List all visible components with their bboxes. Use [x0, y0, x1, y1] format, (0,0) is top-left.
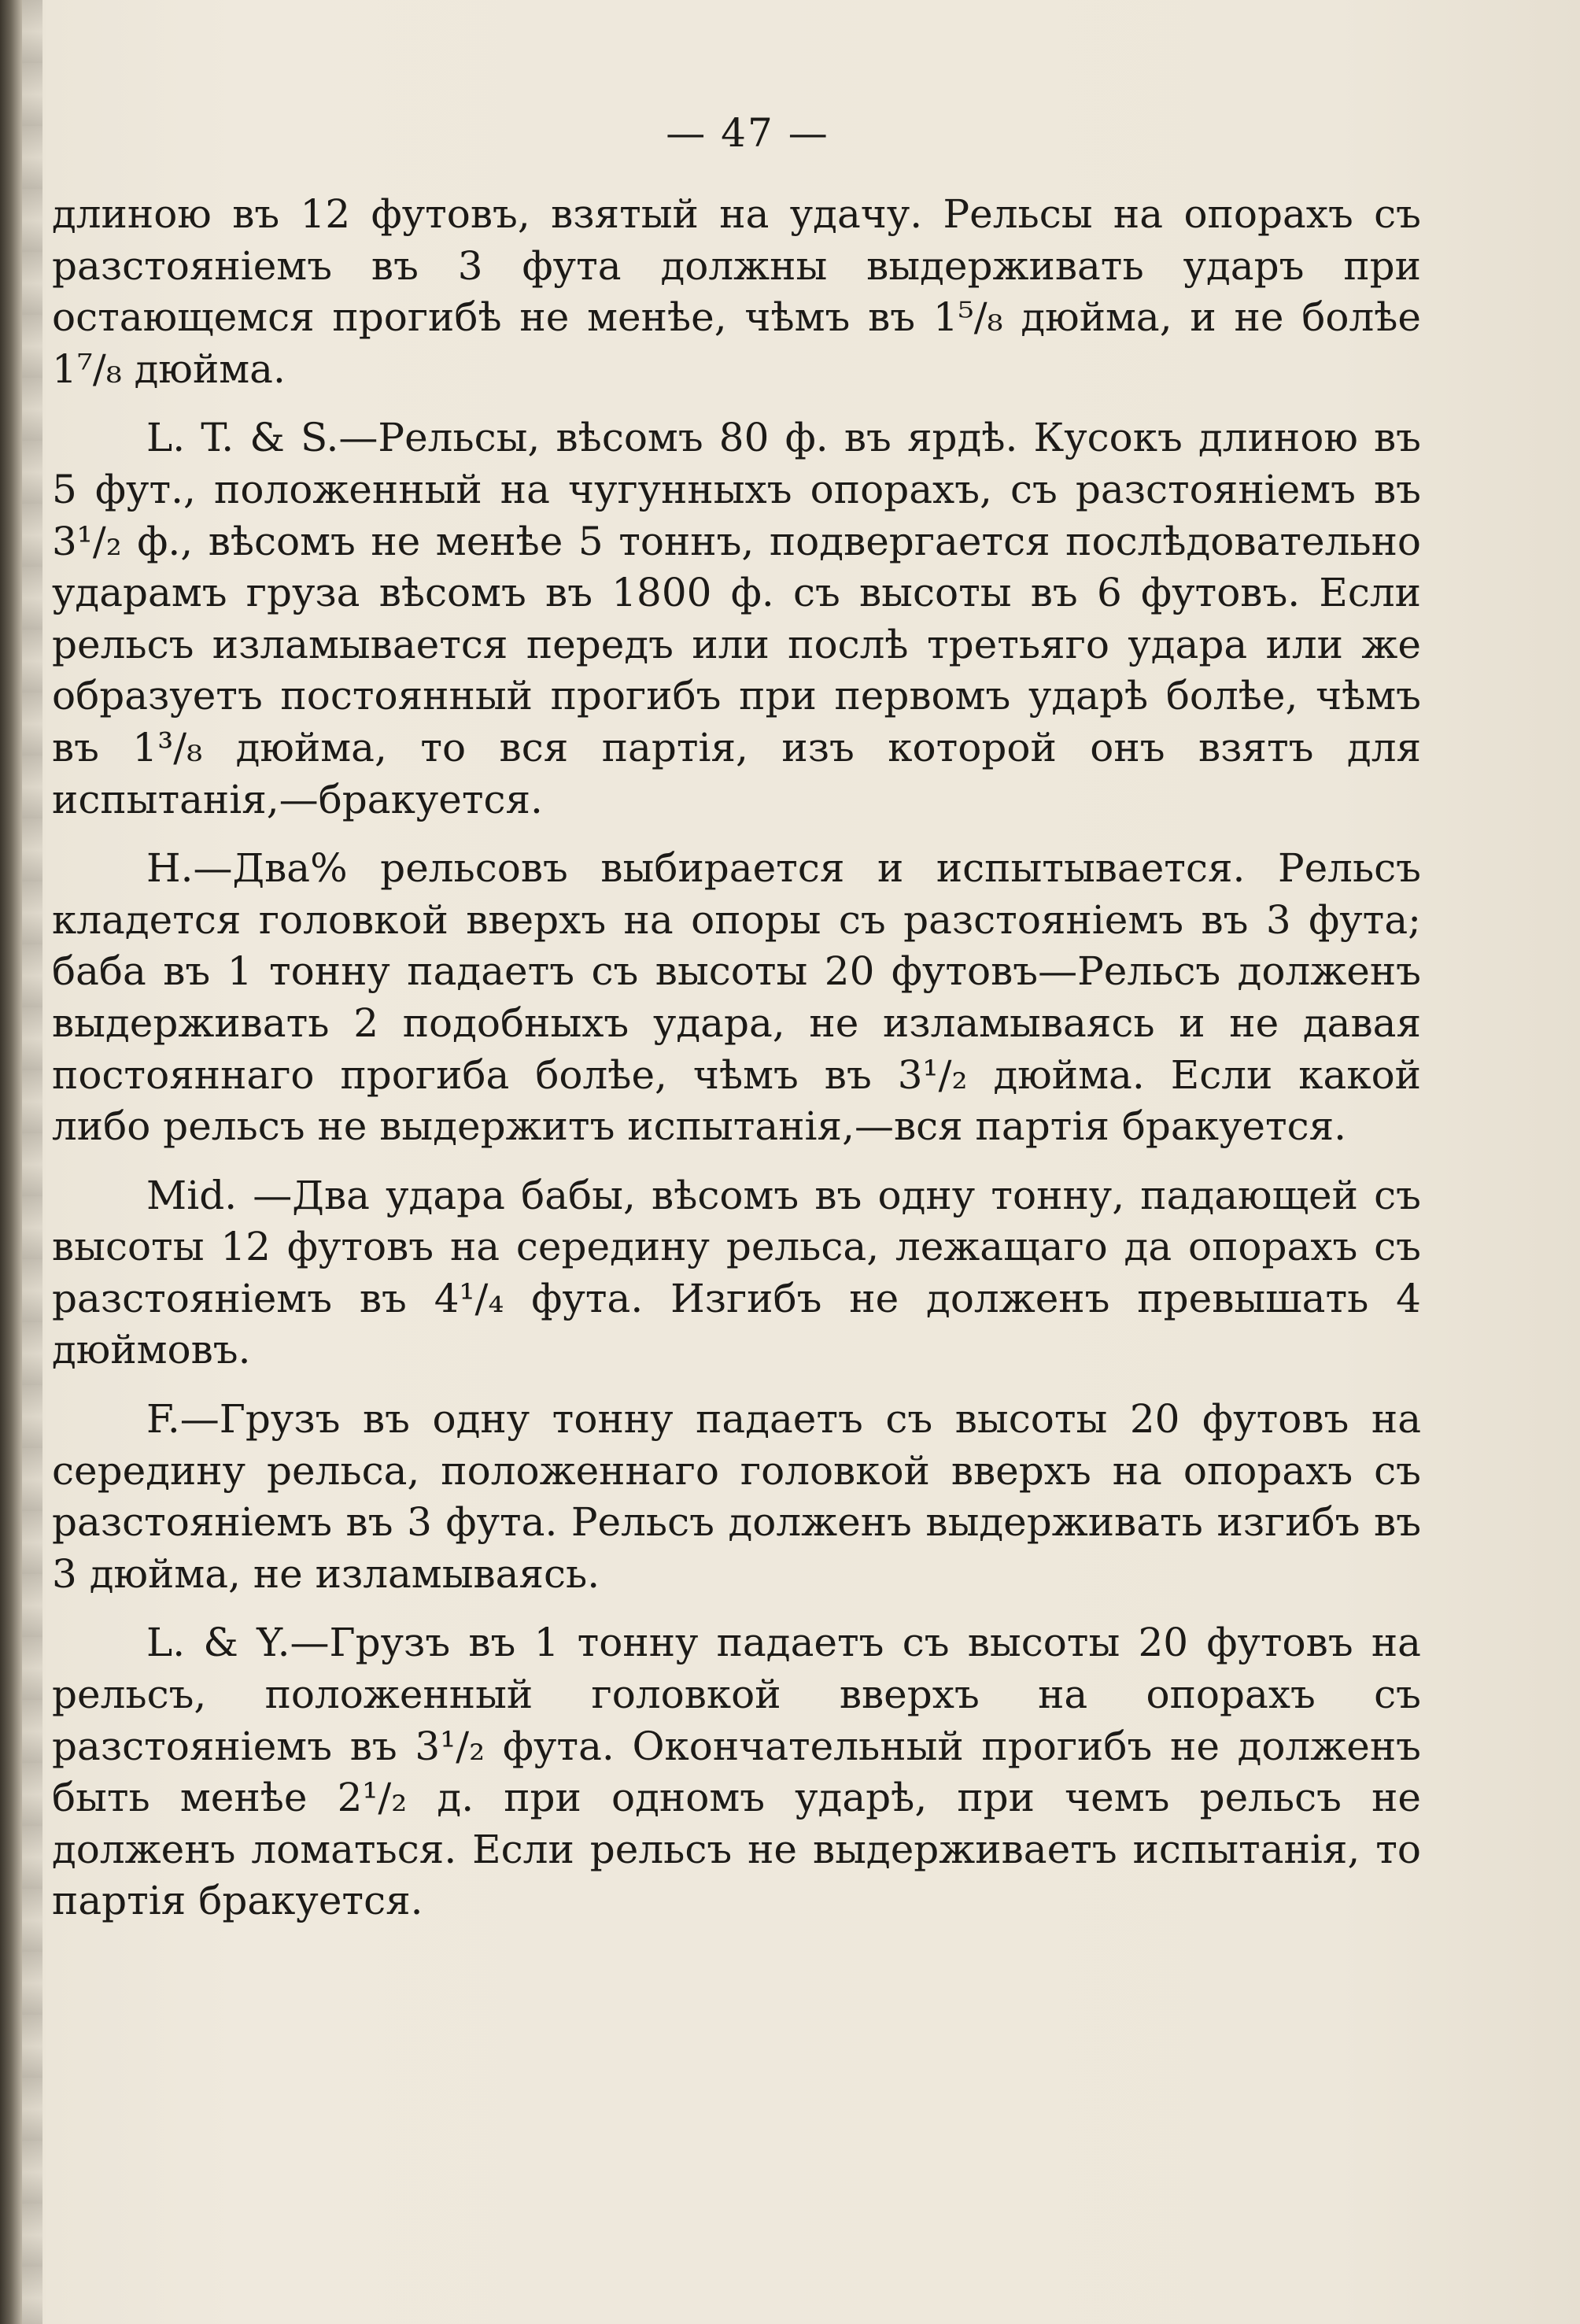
paragraph-ly: L. & Y.—Грузъ въ 1 тонну падаетъ съ высоты 20 футовъ на рельсъ, положенный головкой вверхъ на опорахъ съ разстояніемъ въ 3¹/₂ фута. Окончательный прогибъ не долженъ быть менѣе 2¹/₂ д. при одномъ ударѣ, при чемъ рельсъ не долженъ ломаться. Если рельсъ не выдерживаетъ испытанія, то партія бракуется. [52, 1620, 1421, 1924]
page-number: — 47 — [666, 110, 829, 156]
paragraph-f: F.—Грузъ въ одну тонну падаетъ съ высоты 20 футовъ на середину рельса, положеннаго головкой вверхъ на опорахъ съ разстояніемъ въ 3 фута. Рельсъ долженъ выдерживать изгибъ въ 3 дюйма, не изламываясь. [52, 1396, 1421, 1597]
paragraph-mid: Mid. —Два удара бабы, вѣсомъ въ одну тонну, падающей съ высоты 12 футовъ на середину рельса, лежащаго да опорахъ съ разстояніемъ въ 4¹/₄ фута. Изгибъ не долженъ превышать 4 дюймовъ. [52, 1172, 1421, 1373]
body-text [52, 189, 1421, 1927]
paragraph-lts: L. T. & S.—Рельсы, вѣсомъ 80 ф. въ ярдѣ. Кусокъ длиною въ 5 фут., положенный на чугунныхъ опорахъ, съ разстояніемъ въ 3¹/₂ ф., вѣсомъ не менѣе 5 тоннъ, подвергается послѣдовательно ударамъ груза вѣсомъ въ 1800 ф. съ высоты въ 6 футовъ. Если рельсъ изламывается передъ или послѣ третьяго удара или же образуетъ постоянный прогибъ при первомъ ударѣ болѣе, чѣмъ въ 1³/₈ дюйма, то вся партія, изъ которой онъ взятъ для испытанія,—бракуется. [52, 415, 1421, 822]
binding-edge [0, 0, 22, 2324]
adjacent-page-bleed [22, 0, 42, 2324]
paragraph-continuation: длиною въ 12 футовъ, взятый на удачу. Рельсы на опорахъ съ разстояніемъ въ 3 фута должны выдерживать ударъ при остающемся прогибѣ не менѣе, чѣмъ въ 1⁵/₈ дюйма, и не болѣе 1⁷/₈ дюйма. [52, 191, 1421, 392]
paragraph-h: H.—Два% рельсовъ выбирается и испытывается. Рельсъ кладется головкой вверхъ на опоры съ разстояніемъ въ 3 фута; баба въ 1 тонну падаетъ съ высоты 20 футовъ—Рельсъ долженъ выдерживать 2 подобныхъ удара, не изламываясь и не давая постояннаго прогиба болѣе, чѣмъ въ 3¹/₂ дюйма. Если какой либо рельсъ не выдержитъ испытанія,—вся партія бракуется. [52, 845, 1421, 1150]
